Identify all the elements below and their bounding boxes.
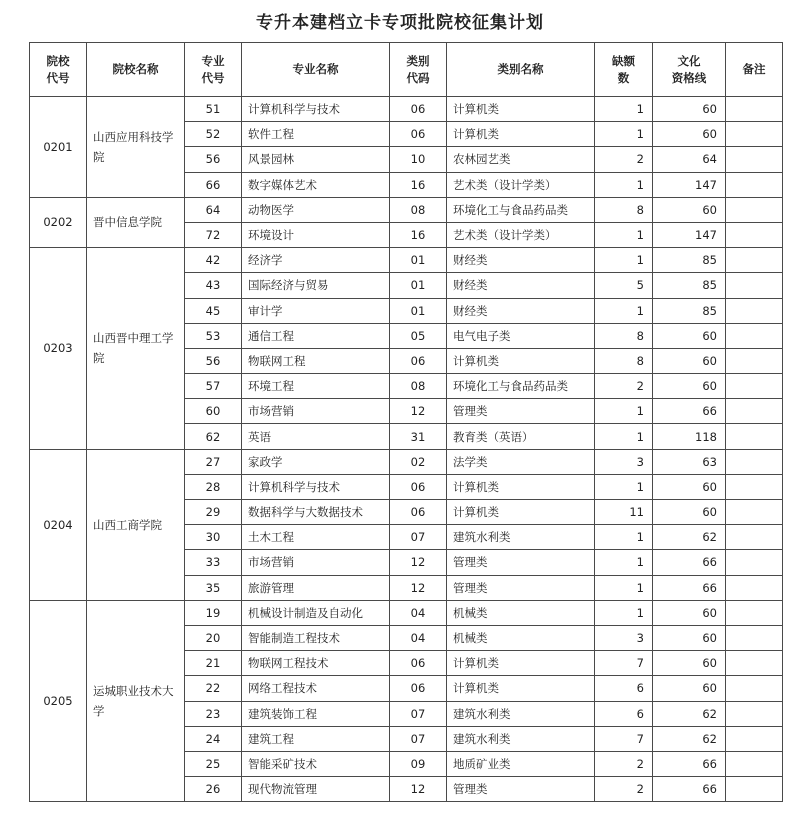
category-code-cell: 08 — [390, 374, 447, 399]
major-code-cell: 28 — [185, 474, 242, 499]
score-line-cell: 62 — [653, 726, 726, 751]
major-name-cell: 现代物流管理 — [242, 777, 390, 802]
remark-cell — [726, 474, 783, 499]
school-name-cell: 山西工商学院 — [87, 449, 185, 600]
major-code-cell: 57 — [185, 374, 242, 399]
category-code-cell: 05 — [390, 323, 447, 348]
major-code-cell: 56 — [185, 348, 242, 373]
score-line-cell: 85 — [653, 248, 726, 273]
score-line-cell: 62 — [653, 525, 726, 550]
score-line-cell: 63 — [653, 449, 726, 474]
major-code-cell: 29 — [185, 500, 242, 525]
score-line-cell: 66 — [653, 399, 726, 424]
score-line-cell: 66 — [653, 550, 726, 575]
header-score-line: 文化 资格线 — [653, 43, 726, 97]
major-name-cell: 土木工程 — [242, 525, 390, 550]
major-code-cell: 33 — [185, 550, 242, 575]
category-name-cell: 法学类 — [447, 449, 595, 474]
vacancy-cell: 1 — [595, 298, 653, 323]
remark-cell — [726, 600, 783, 625]
score-line-cell: 60 — [653, 676, 726, 701]
score-line-cell: 60 — [653, 323, 726, 348]
vacancy-cell: 2 — [595, 147, 653, 172]
category-code-cell: 02 — [390, 449, 447, 474]
remark-cell — [726, 751, 783, 776]
category-code-cell: 06 — [390, 676, 447, 701]
major-name-cell: 计算机科学与技术 — [242, 97, 390, 122]
major-code-cell: 23 — [185, 701, 242, 726]
score-line-cell: 147 — [653, 222, 726, 247]
major-code-cell: 22 — [185, 676, 242, 701]
category-name-cell: 计算机类 — [447, 651, 595, 676]
major-code-cell: 53 — [185, 323, 242, 348]
category-name-cell: 管理类 — [447, 550, 595, 575]
header-category-code: 类别 代码 — [390, 43, 447, 97]
major-name-cell: 智能制造工程技术 — [242, 625, 390, 650]
header-school-name: 院校名称 — [87, 43, 185, 97]
major-code-cell: 43 — [185, 273, 242, 298]
remark-cell — [726, 222, 783, 247]
vacancy-cell: 7 — [595, 651, 653, 676]
vacancy-cell: 6 — [595, 701, 653, 726]
score-line-cell: 64 — [653, 147, 726, 172]
header-row — [30, 43, 783, 97]
remark-cell — [726, 651, 783, 676]
school-code-cell: 0201 — [30, 97, 87, 198]
major-name-cell: 物联网工程 — [242, 348, 390, 373]
category-code-cell: 07 — [390, 726, 447, 751]
major-code-cell: 56 — [185, 147, 242, 172]
remark-cell — [726, 550, 783, 575]
vacancy-cell: 1 — [595, 97, 653, 122]
category-code-cell: 06 — [390, 500, 447, 525]
major-code-cell: 27 — [185, 449, 242, 474]
vacancy-cell: 1 — [595, 575, 653, 600]
school-code-cell: 0203 — [30, 248, 87, 450]
school-name-cell: 晋中信息学院 — [87, 197, 185, 247]
category-code-cell: 31 — [390, 424, 447, 449]
category-code-cell: 12 — [390, 777, 447, 802]
category-code-cell: 06 — [390, 651, 447, 676]
category-name-cell: 计算机类 — [447, 97, 595, 122]
category-code-cell: 06 — [390, 97, 447, 122]
vacancy-cell: 5 — [595, 273, 653, 298]
header-remark: 备注 — [726, 43, 783, 97]
vacancy-cell: 6 — [595, 676, 653, 701]
remark-cell — [726, 348, 783, 373]
vacancy-cell: 2 — [595, 751, 653, 776]
school-code-cell: 0202 — [30, 197, 87, 247]
table-row — [30, 197, 783, 222]
header-major-name: 专业名称 — [242, 43, 390, 97]
major-code-cell: 52 — [185, 122, 242, 147]
category-code-cell: 04 — [390, 600, 447, 625]
major-code-cell: 72 — [185, 222, 242, 247]
major-name-cell: 英语 — [242, 424, 390, 449]
remark-cell — [726, 575, 783, 600]
vacancy-cell: 8 — [595, 197, 653, 222]
remark-cell — [726, 298, 783, 323]
major-code-cell: 21 — [185, 651, 242, 676]
score-line-cell: 118 — [653, 424, 726, 449]
major-name-cell: 建筑装饰工程 — [242, 701, 390, 726]
major-name-cell: 审计学 — [242, 298, 390, 323]
major-name-cell: 数字媒体艺术 — [242, 172, 390, 197]
category-name-cell: 计算机类 — [447, 474, 595, 499]
category-name-cell: 管理类 — [447, 575, 595, 600]
category-name-cell: 教育类（英语） — [447, 424, 595, 449]
remark-cell — [726, 374, 783, 399]
category-name-cell: 管理类 — [447, 399, 595, 424]
major-name-cell: 物联网工程技术 — [242, 651, 390, 676]
vacancy-cell: 2 — [595, 374, 653, 399]
major-name-cell: 数据科学与大数据技术 — [242, 500, 390, 525]
category-code-cell: 07 — [390, 525, 447, 550]
category-name-cell: 环境化工与食品药品类 — [447, 197, 595, 222]
remark-cell — [726, 97, 783, 122]
remark-cell — [726, 147, 783, 172]
score-line-cell: 85 — [653, 273, 726, 298]
score-line-cell: 62 — [653, 701, 726, 726]
major-code-cell: 35 — [185, 575, 242, 600]
category-code-cell: 12 — [390, 399, 447, 424]
remark-cell — [726, 399, 783, 424]
major-name-cell: 风景园林 — [242, 147, 390, 172]
category-code-cell: 06 — [390, 348, 447, 373]
category-name-cell: 计算机类 — [447, 348, 595, 373]
remark-cell — [726, 323, 783, 348]
category-code-cell: 04 — [390, 625, 447, 650]
school-code-cell: 0205 — [30, 600, 87, 802]
vacancy-cell: 1 — [595, 248, 653, 273]
category-name-cell: 机械类 — [447, 625, 595, 650]
remark-cell — [726, 122, 783, 147]
remark-cell — [726, 701, 783, 726]
score-line-cell: 60 — [653, 197, 726, 222]
major-name-cell: 通信工程 — [242, 323, 390, 348]
header-vacancy: 缺额 数 — [595, 43, 653, 97]
vacancy-cell: 1 — [595, 122, 653, 147]
remark-cell — [726, 424, 783, 449]
category-name-cell: 建筑水利类 — [447, 701, 595, 726]
category-name-cell: 计算机类 — [447, 676, 595, 701]
major-code-cell: 26 — [185, 777, 242, 802]
category-name-cell: 财经类 — [447, 248, 595, 273]
remark-cell — [726, 197, 783, 222]
score-line-cell: 60 — [653, 600, 726, 625]
remark-cell — [726, 676, 783, 701]
category-code-cell: 06 — [390, 474, 447, 499]
score-line-cell: 60 — [653, 348, 726, 373]
major-name-cell: 环境设计 — [242, 222, 390, 247]
category-code-cell: 16 — [390, 222, 447, 247]
score-line-cell: 66 — [653, 575, 726, 600]
major-name-cell: 市场营销 — [242, 399, 390, 424]
remark-cell — [726, 273, 783, 298]
remark-cell — [726, 449, 783, 474]
category-code-cell: 01 — [390, 298, 447, 323]
vacancy-cell: 1 — [595, 525, 653, 550]
category-name-cell: 电气电子类 — [447, 323, 595, 348]
remark-cell — [726, 625, 783, 650]
category-code-cell: 12 — [390, 550, 447, 575]
major-code-cell: 60 — [185, 399, 242, 424]
enrollment-table — [29, 42, 783, 802]
major-code-cell: 30 — [185, 525, 242, 550]
vacancy-cell: 1 — [595, 474, 653, 499]
major-name-cell: 环境工程 — [242, 374, 390, 399]
major-code-cell: 25 — [185, 751, 242, 776]
vacancy-cell: 1 — [595, 222, 653, 247]
school-name-cell: 山西应用科技学院 — [87, 97, 185, 198]
major-name-cell: 软件工程 — [242, 122, 390, 147]
vacancy-cell: 11 — [595, 500, 653, 525]
vacancy-cell: 8 — [595, 323, 653, 348]
category-name-cell: 管理类 — [447, 777, 595, 802]
major-code-cell: 24 — [185, 726, 242, 751]
vacancy-cell: 3 — [595, 449, 653, 474]
school-name-cell: 运城职业技术大学 — [87, 600, 185, 802]
header-school-code: 院校 代号 — [30, 43, 87, 97]
table-row — [30, 248, 783, 273]
remark-cell — [726, 172, 783, 197]
category-name-cell: 艺术类（设计学类） — [447, 172, 595, 197]
category-code-cell: 07 — [390, 701, 447, 726]
major-code-cell: 62 — [185, 424, 242, 449]
category-name-cell: 计算机类 — [447, 122, 595, 147]
vacancy-cell: 1 — [595, 550, 653, 575]
header-major-code: 专业 代号 — [185, 43, 242, 97]
score-line-cell: 60 — [653, 625, 726, 650]
table-row — [30, 600, 783, 625]
vacancy-cell: 7 — [595, 726, 653, 751]
major-name-cell: 建筑工程 — [242, 726, 390, 751]
category-code-cell: 01 — [390, 273, 447, 298]
category-name-cell: 建筑水利类 — [447, 525, 595, 550]
category-name-cell: 环境化工与食品药品类 — [447, 374, 595, 399]
major-code-cell: 20 — [185, 625, 242, 650]
major-name-cell: 家政学 — [242, 449, 390, 474]
school-name-cell: 山西晋中理工学院 — [87, 248, 185, 450]
table-row — [30, 449, 783, 474]
score-line-cell: 60 — [653, 500, 726, 525]
category-code-cell: 16 — [390, 172, 447, 197]
category-code-cell: 08 — [390, 197, 447, 222]
score-line-cell: 147 — [653, 172, 726, 197]
score-line-cell: 66 — [653, 751, 726, 776]
category-code-cell: 12 — [390, 575, 447, 600]
header-category-name: 类别名称 — [447, 43, 595, 97]
major-name-cell: 计算机科学与技术 — [242, 474, 390, 499]
major-code-cell: 45 — [185, 298, 242, 323]
category-code-cell: 01 — [390, 248, 447, 273]
category-code-cell: 10 — [390, 147, 447, 172]
category-code-cell: 09 — [390, 751, 447, 776]
vacancy-cell: 8 — [595, 348, 653, 373]
major-code-cell: 19 — [185, 600, 242, 625]
category-name-cell: 建筑水利类 — [447, 726, 595, 751]
category-name-cell: 艺术类（设计学类） — [447, 222, 595, 247]
score-line-cell: 60 — [653, 651, 726, 676]
major-name-cell: 国际经济与贸易 — [242, 273, 390, 298]
remark-cell — [726, 525, 783, 550]
category-name-cell: 地质矿业类 — [447, 751, 595, 776]
vacancy-cell: 2 — [595, 777, 653, 802]
category-code-cell: 06 — [390, 122, 447, 147]
major-code-cell: 42 — [185, 248, 242, 273]
vacancy-cell: 3 — [595, 625, 653, 650]
category-name-cell: 财经类 — [447, 298, 595, 323]
vacancy-cell: 1 — [595, 600, 653, 625]
category-name-cell: 计算机类 — [447, 500, 595, 525]
score-line-cell: 60 — [653, 474, 726, 499]
score-line-cell: 85 — [653, 298, 726, 323]
major-name-cell: 网络工程技术 — [242, 676, 390, 701]
major-name-cell: 旅游管理 — [242, 575, 390, 600]
major-name-cell: 市场营销 — [242, 550, 390, 575]
score-line-cell: 60 — [653, 374, 726, 399]
remark-cell — [726, 248, 783, 273]
major-code-cell: 64 — [185, 197, 242, 222]
remark-cell — [726, 500, 783, 525]
major-name-cell: 机械设计制造及自动化 — [242, 600, 390, 625]
major-name-cell: 经济学 — [242, 248, 390, 273]
school-code-cell: 0204 — [30, 449, 87, 600]
major-name-cell: 智能采矿技术 — [242, 751, 390, 776]
table-row — [30, 97, 783, 122]
vacancy-cell: 1 — [595, 172, 653, 197]
page-title: 专升本建档立卡专项批院校征集计划 — [256, 13, 544, 33]
category-name-cell: 机械类 — [447, 600, 595, 625]
score-line-cell: 60 — [653, 97, 726, 122]
vacancy-cell: 1 — [595, 424, 653, 449]
category-name-cell: 农林园艺类 — [447, 147, 595, 172]
score-line-cell: 66 — [653, 777, 726, 802]
remark-cell — [726, 777, 783, 802]
major-code-cell: 51 — [185, 97, 242, 122]
major-code-cell: 66 — [185, 172, 242, 197]
vacancy-cell: 1 — [595, 399, 653, 424]
score-line-cell: 60 — [653, 122, 726, 147]
category-name-cell: 财经类 — [447, 273, 595, 298]
major-name-cell: 动物医学 — [242, 197, 390, 222]
remark-cell — [726, 726, 783, 751]
